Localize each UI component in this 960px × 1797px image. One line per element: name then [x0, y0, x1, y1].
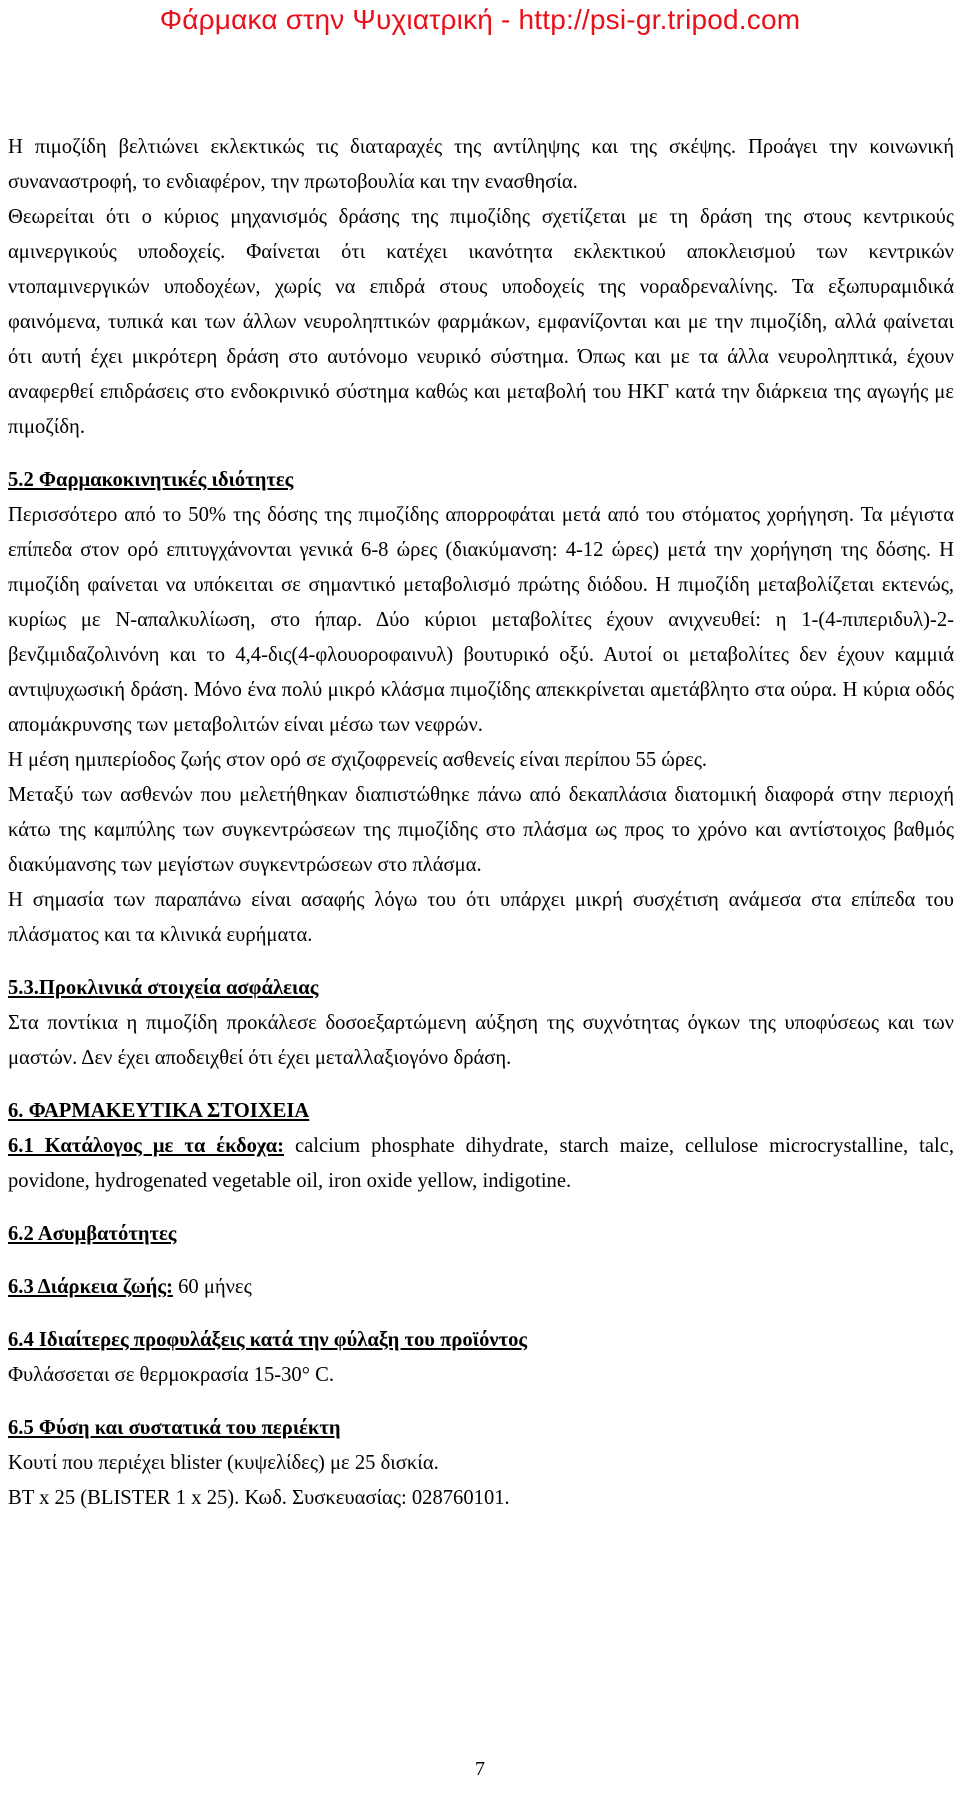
container-heading: 6.5 Φύση και συστατικά του περιέκτη	[8, 1417, 341, 1439]
page-number: 7	[475, 1758, 485, 1780]
page-header-title: Φάρμακα στην Ψυχιατρική - http://psi-gr.tripod.com	[159, 4, 801, 35]
intro-paragraph-2: Θεωρείται ότι ο κύριος μηχανισμός δράσης της πιμοζίδης σχετίζεται με τη δράση της στους κεντρικούς αμινεργικούς υποδοχείς. Φαίνεται ότι κατέχει ικανότητα εκλεκτικού αποκλεισμού των κεντρικών ντοπαμινεργικών υποδοχέων, χωρίς να επιδρά στους υποδοχείς της νοραδρεναλίνης. Τα εξωπυραμιδικά φαινόμενα, τυπικά και των άλλων νευροληπτικών φαρμάκων, εμφανίζονται και με την πιμοζίδη, αλλά φαίνεται ότι αυτή έχει μικρότερη δράση στο αυτόνομο νευρικό σύστημα. Όπως και με τα άλλα νευροληπτικά, έχουν αναφερθεί επιδράσεις στο ενδοκρινικό σύστημα καθώς και μεταβολή του ΗΚΓ κατά την διάρκεια της αγωγής με πιμοζίδη.	[8, 206, 954, 438]
container-text-1: Κουτί που περιέχει blister (κυψελίδες) με 25 δισκία.	[8, 1452, 439, 1474]
storage-text: Φυλάσσεται σε θερμοκρασία 15-30° C.	[8, 1364, 334, 1386]
excipients-paragraph	[8, 1129, 954, 1199]
shelf-life-text: 60 μήνες	[172, 1276, 252, 1298]
section-heading-preclinical: 5.3.Προκλινικά στοιχεία ασφάλειας	[8, 977, 319, 999]
pharmacokinetics-paragraph-4: Η σημασία των παραπάνω είναι ασαφής λόγω του ότι υπάρχει μικρή συσχέτιση ανάμεσα στα επίπεδα του πλάσματος και τα κλινικά ευρήματα.	[8, 889, 954, 946]
spacer	[8, 1076, 954, 1094]
excipients-text: calcium phosphate dihydrate, starch maize, cellulose microcrystalline, talc, povidone, hydrogenated vegetable oil, iron oxide yellow, indigotine.	[8, 1135, 954, 1192]
section-heading-pharmacokinetics: 5.2 Φαρμακοκινητικές ιδιότητες	[8, 469, 294, 491]
pharmacokinetics-paragraph-3: Μεταξύ των ασθενών που μελετήθηκαν διαπιστώθηκε πάνω από δεκαπλάσια διατομική διαφορά στην περιοχή κάτω της καμπύλης των συγκεντρώσεων της πιμοζίδης στο πλάσμα ως προς το χρόνο και αντίστοιχος βαθμός διακύμανσης των μεγίστων συγκεντρώσεων στο πλάσμα.	[8, 784, 954, 876]
preclinical-paragraph-1: Στα ποντίκια η πιμοζίδη προκάλεσε δοσοεξαρτώμενη αύξηση της συχνότητας όγκων της υποφύσεως και των μαστών. Δεν έχει αποδειχθεί ότι έχει μεταλλαξιογόνο δράση.	[8, 1012, 954, 1069]
spacer	[8, 1393, 954, 1411]
excipients-label: 6.1 Κατάλογος με τα έκδοχα:	[8, 1135, 284, 1157]
spacer	[8, 1199, 954, 1217]
spacer	[8, 1252, 954, 1270]
pharmacokinetics-paragraph-2: Η μέση ημιπερίοδος ζωής στον ορό σε σχιζοφρενείς ασθενείς είναι περίπου 55 ώρες.	[8, 749, 708, 771]
incompatibilities-heading: 6.2 Ασυμβατότητες	[8, 1223, 177, 1245]
spacer	[8, 1305, 954, 1323]
document-body	[8, 130, 954, 1516]
intro-paragraph-1: Η πιμοζίδη βελτιώνει εκλεκτικώς τις διαταραχές της αντίληψης και της σκέψης. Προάγει την κοινωνική συναναστροφή, το ενδιαφέρον, την πρωτοβουλία και την ενασθησία.	[8, 136, 954, 193]
section-heading-pharmaceutical: 6. ΦΑΡΜΑΚΕΥΤΙΚΑ ΣΤΟΙΧΕΙΑ	[8, 1100, 310, 1122]
container-text-2: ΒΤ x 25 (BLISTER 1 x 25). Κωδ. Συσκευασίας: 028760101.	[8, 1487, 510, 1509]
spacer	[8, 953, 954, 971]
storage-heading: 6.4 Ιδιαίτερες προφυλάξεις κατά την φύλαξη του προϊόντος	[8, 1329, 528, 1351]
pharmacokinetics-paragraph-1: Περισσότερο από το 50% της δόσης της πιμοζίδης απορροφάται μετά από του στόματος χορήγηση. Τα μέγιστα επίπεδα στον ορό επιτυγχάνονται γενικά 6-8 ώρες (διακύμανση: 4-12 ώρες) μετά την χορήγηση της δόσης. Η πιμοζίδη φαίνεται να υπόκειται σε σημαντικό μεταβολισμό πρώτης διόδου. Η πιμοζίδη μεταβολίζεται εκτενώς, κυρίως με Ν-απαλκυλίωση, στο ήπαρ. Δύο κύριοι μεταβολίτες έχουν ανιχνευθεί: η 1-(4-πιπεριδυλ)-2-βενζιμιδαζολινόνη και το 4,4-δις(4-φλουοροφαινυλ) βουτυρικό οξύ. Αυτοί οι μεταβολίτες δεν έχουν καμμιά αντιψυχωσική δράση. Μόνο ένα πολύ μικρό κλάσμα πιμοζίδης απεκκρίνεται αμετάβλητο στα ούρα. Η κύρια οδός απομάκρυνσης των μεταβολιτών είναι μέσω των νεφρών.	[8, 504, 954, 736]
shelf-life-label: 6.3 Διάρκεια ζωής:	[8, 1276, 173, 1298]
shelf-life-paragraph	[8, 1270, 954, 1305]
spacer	[8, 445, 954, 463]
